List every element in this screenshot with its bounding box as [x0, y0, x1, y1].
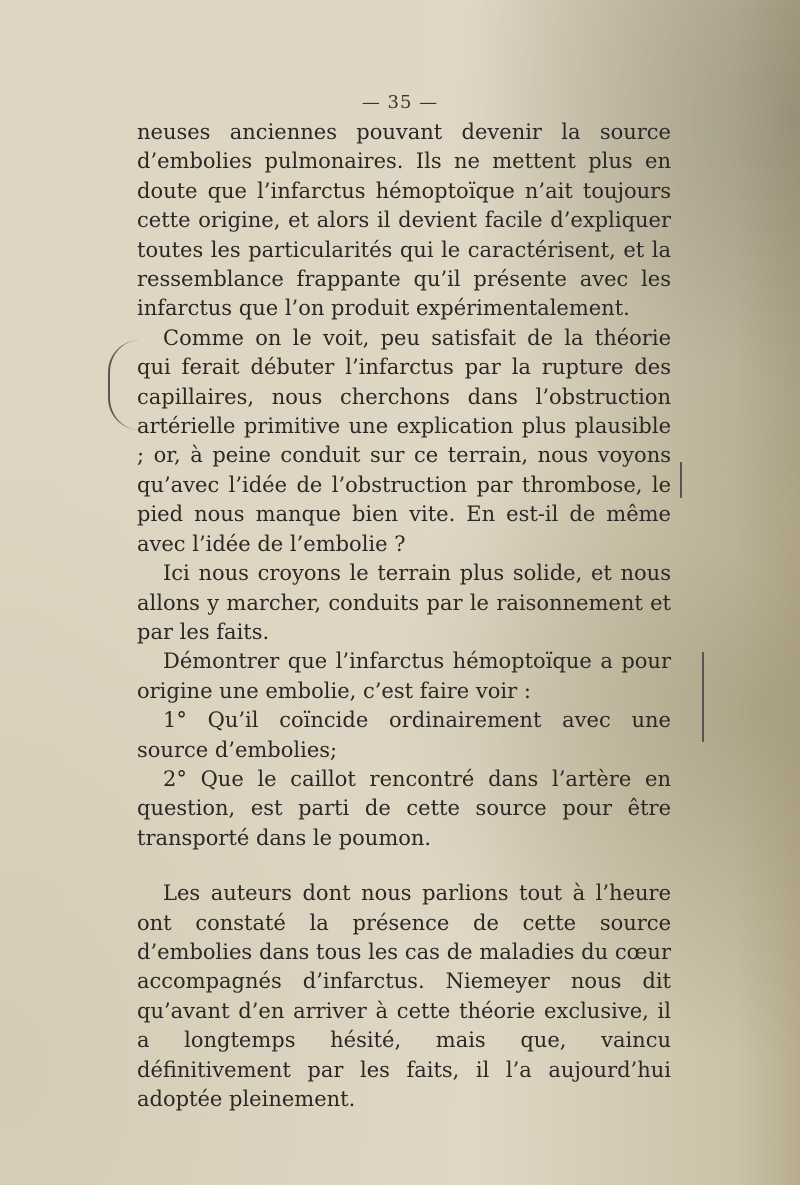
margin-bracket-left [108, 340, 140, 430]
paragraph: neuses anciennes pouvant devenir la source d’embolies pulmonaires. Ils ne mettent plus en doute que l’infarctus hémoptoïque n’ait toujours cette origine, et alors il devient facile d’expliquer toutes les particularités qui le caractérisent, et la ressemblance frappante qu’il présente avec les infarctus que l’on produit expérimentalement. [137, 120, 671, 321]
margin-bracket-right-small [674, 462, 682, 498]
section-gap [137, 853, 671, 879]
list-item: 1° Qu’il coïncide ordinairement avec une source d’embolies; [137, 708, 671, 762]
page-number: — 35 — [361, 92, 439, 113]
list-item: 2° Que le caillot rencontré dans l’artère en question, est parti de cette source pour être transporté dans le poumon. [137, 766, 671, 850]
paragraph: Ici nous croyons le terrain plus solide, et nous allons y marcher, conduits par le raisonnement et par les faits. [137, 561, 671, 644]
paragraph: Démontrer que l’infarctus hémoptoïque a pour origine une embolie, c’est faire voir : [137, 649, 671, 703]
body-text [137, 118, 671, 1114]
paragraph: Les auteurs dont nous parlions tout à l’heure ont constaté la présence de cette source d’embolies dans tous les cas de maladies du cœur accompagnés d’infarctus. Niemeyer nous dit qu’avant d’en arriver à cette théorie exclusive, il a longtemps hésité, mais que, vaincu définitivement par les faits, il l’a aujourd’hui adoptée pleinement. [137, 881, 671, 1111]
margin-bracket-right [688, 652, 704, 742]
paragraph: Comme on le voit, peu satisfait de la théorie qui ferait débuter l’infarctus par la rupture des capillaires, nous cherchons dans l’obstruction artérielle primitive une explication plus plausible ; or, à peine conduit sur ce terrain, nous voyons qu’avec l’idée de l’obstruction par thrombose, le pied nous manque bien vite. En est-il de même avec l’idée de l’embolie ? [137, 325, 671, 556]
